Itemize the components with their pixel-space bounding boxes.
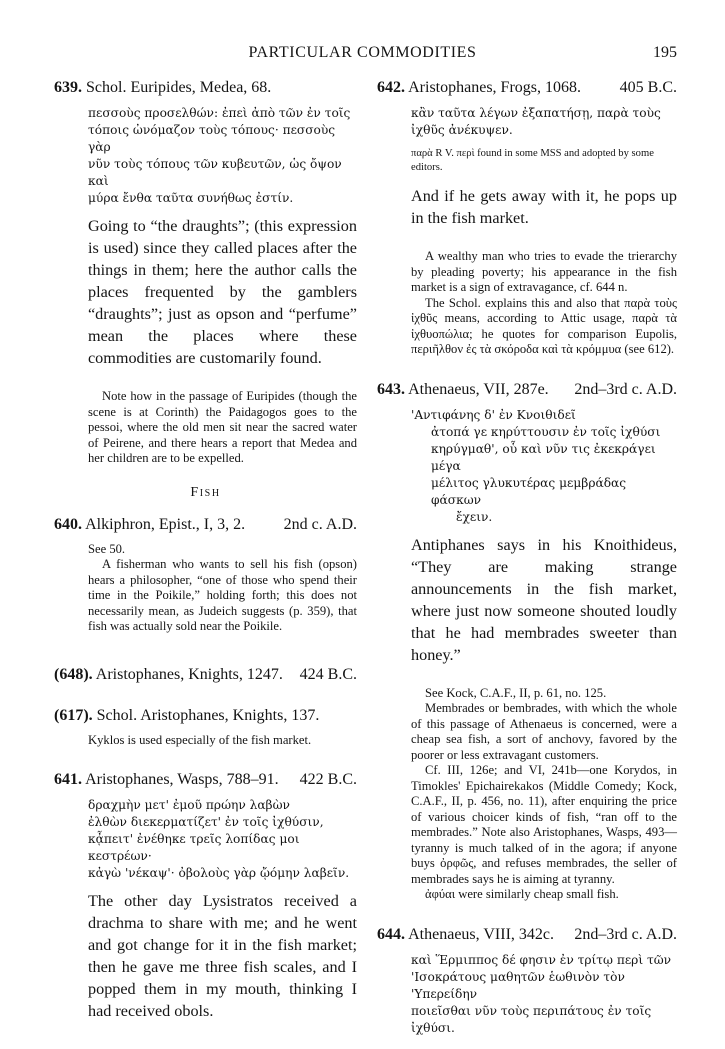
entry-source: Aristophanes, Frogs, 1068. (408, 79, 582, 96)
note-paragraph: The Schol. explains this and also that παρὰ τοὺς ἰχθῦς means, according to Attic usage, παρὰ τὰ ἰχθυοπώλια; he quotes for comparison Eupolis, περιῆλθον ἐς τὰ σκόροδα καὶ τὰ κρόμμυα (see 612). (411, 295, 677, 356)
greek-line: μύρα ἔνθα ταῦτα συνήθως ἐστίν. (88, 191, 294, 205)
entry-617 (54, 706, 357, 749)
running-title: PARTICULAR COMMODITIES (248, 44, 477, 61)
commentary (88, 389, 357, 467)
entry-644 (377, 925, 677, 1037)
greek-text (411, 105, 677, 139)
entry-source: Aristophanes, Wasps, 788–91. (85, 771, 279, 788)
note-paragraph: Membrades or bembrades, with which the whole of this passage of Athenaeus is concerned, were a cheap sea fish, a sort of anchovy, favored by the poorer or less extravagant customers. (411, 701, 677, 762)
greek-line: ἀτοπά γε κηρύττουσιν ἐν τοῖς ἰχθύσι (431, 424, 661, 439)
page-number: 195 (653, 44, 677, 61)
entry-date: 2nd–3rd c. A.D. (574, 925, 677, 943)
greek-line: νῦν τοὺς τόπους τῶν κυβευτῶν, ὡς ὄψον καὶ (88, 157, 342, 188)
entry-643 (377, 380, 677, 903)
greek-line: κἂν ταῦτα λέγων ἐξαπατήσῃ, παρὰ τοὺς (411, 106, 661, 120)
note-paragraph: A wealthy man who tries to evade the trierarchy by pleading poverty; his appearance in the fish market is a sign of extravagance, cf. 644 n. (411, 249, 677, 294)
entry-number: 639. (54, 79, 82, 96)
commentary (88, 542, 357, 635)
note-paragraph: ἀφύαι were similarly cheap small fish. (425, 887, 619, 901)
entry-heading (377, 380, 677, 399)
greek-line: ποιεῖσθαι νῦν τοὺς περιπάτους ἐν τοῖς ἰχθύσι. (411, 1003, 652, 1035)
entry-number: (648). (54, 665, 93, 683)
entry-date: 422 B.C. (299, 771, 357, 788)
entry-date: 424 B.C. (299, 665, 357, 683)
greek-line: κἀγὼ 'νέκαψ'· ὀβολοὺς γὰρ ᾤόμην λαβεῖν. (88, 866, 350, 880)
greek-text (88, 105, 357, 207)
greek-line: τόποις ὠνόμαζον τοὺς τόπους· πεσσοὺς γὰρ (88, 123, 336, 154)
entry-number: 644. (377, 925, 405, 943)
entry-date: 2nd c. A.D. (283, 515, 357, 533)
greek-line: μέλιτος γλυκυτέρας μεμβράδας φάσκων (431, 475, 627, 507)
greek-line: καὶ Ἕρμιππος δέ φησιν ἐν τρίτῳ περὶ τῶν (411, 952, 672, 967)
note-paragraph: A fisherman who wants to sell his fish (opson) hears a philosopher, “one of those who spend their time in the Poikile,” holding forth; this does not necessarily mean, as Judeich suggests (p. 359), that fish was actually sold near the Poikile. (88, 557, 357, 633)
entry-number: 641. (54, 771, 82, 788)
greek-text (88, 797, 357, 882)
note-paragraph: Cf. III, 126e; and VI, 241b—one Korydos, in Timokles' Epichairekakos (Middle Comedy; Kock, C.A.F., II, p. 456, no. 11), after enquiring the price of various choicer kinds of fish, “ran off to the membrades.” Note also Aristophanes, Wasps, 493—tyranny is much talked of in the agora; if anyone buys ὀρφῶς, and refuses membrades, the seller of membrades says he is aiming at tyranny. (411, 763, 677, 886)
commentary (88, 733, 357, 749)
greek-line: 'Αντιφάνης δ' ἐν Κνοιθιδεῖ (411, 407, 576, 422)
entry-641 (54, 770, 357, 1022)
greek-line: κηρύγμαθ', οὗ καὶ νῦν τις ἐκεκράγει μέγα (431, 441, 656, 473)
translation: Antiphanes says in his Knoithideus, “They are making strange announcements in the fish market, where just now someone shouted loudly that he had membrades sweeter than honey.” (411, 535, 677, 664)
entry-source: Schol. Euripides, Medea, 68. (86, 79, 272, 96)
entry-source: Athenaeus, VII, 287e. (408, 380, 549, 398)
greek-line: ἰχθῦς ἀνέκυψεν. (411, 123, 513, 137)
running-header (0, 44, 725, 66)
note-paragraph: Kyklos is used especially of the fish market. (88, 732, 312, 747)
entry-date: 2nd–3rd c. A.D. (574, 380, 677, 398)
entry-heading (54, 770, 357, 789)
greek-text (411, 407, 677, 526)
greek-line: κᾆπειτ' ἐνέθηκε τρεῖς λοπίδας μοι κεστρέων· (88, 832, 300, 863)
entry-number: 640. (54, 515, 82, 533)
commentary (411, 249, 677, 358)
greek-line: ἔχειν. (456, 509, 493, 524)
entry-heading (54, 706, 357, 725)
entry-heading (54, 515, 357, 534)
entry-heading (377, 925, 677, 944)
entry-heading (377, 78, 677, 97)
entry-source: Schol. Aristophanes, Knights, 137. (96, 706, 320, 724)
commentary (411, 686, 677, 903)
greek-line: πεσσοὺς προσελθών: ἐπεὶ ἀπὸ τῶν ἐν τοῖς (88, 106, 351, 120)
entry-heading (54, 665, 357, 684)
entry-number: 642. (377, 79, 405, 96)
right-column (377, 78, 677, 1049)
entry-640 (54, 515, 357, 635)
cross-reference: See 50. (88, 541, 126, 556)
entry-642 (377, 78, 677, 358)
entry-source: Aristophanes, Knights, 1247. (95, 665, 283, 683)
greek-line: δραχμὴν μετ' ἐμοῦ πρώην λαβὼν (88, 798, 290, 812)
entry-number: (617). (54, 706, 93, 724)
translation: And if he gets away with it, he pops up in the fish market. (411, 187, 677, 227)
entry-source: Athenaeus, VIII, 342c. (408, 925, 555, 943)
entry-source: Alkiphron, Epist., I, 3, 2. (85, 515, 246, 533)
entry-heading (54, 78, 357, 97)
greek-line: 'Ισοκράτους μαθητῶν ἑωθινὸν τὸν 'Υπερείδην (411, 969, 625, 1001)
entry-639 (54, 78, 357, 467)
note-paragraph: See Kock, C.A.F., II, p. 61, no. 125. (425, 685, 607, 700)
entry-648 (54, 665, 357, 684)
translation: The other day Lysistratos received a drachma to share with me; and he went and got change for it in the fish market; then he gave me three fish scales, and I popped them in my mouth, thinking I had received obols. (88, 892, 357, 1020)
note-paragraph: Note how in the passage of Euripides (though the scene is at Corinth) the Paidagogos goes to the pessoi, where the old men sit near the sacred water of Peirene, and there hears a report that Medea and her children are to be expelled. (88, 389, 357, 465)
translation: Going to “the draughts”; (this expression is used) since they called places after the things in them; here the author calls the places frequented by the gamblers “draughts”; just as opson and “perfume” mean the places where these commodities are customarily found. (88, 217, 357, 367)
left-column (54, 78, 357, 1034)
greek-line: ἐλθὼν διεκερματίζετ' ἐν τοῖς ἰχθύσιν, (88, 815, 324, 829)
entry-date: 405 B.C. (619, 79, 677, 96)
section-heading-fish: Fish (190, 484, 221, 500)
textual-note: παρὰ R V. περὶ found in some MSS and adopted by some editors. (411, 148, 654, 173)
entry-number: 643. (377, 380, 405, 398)
